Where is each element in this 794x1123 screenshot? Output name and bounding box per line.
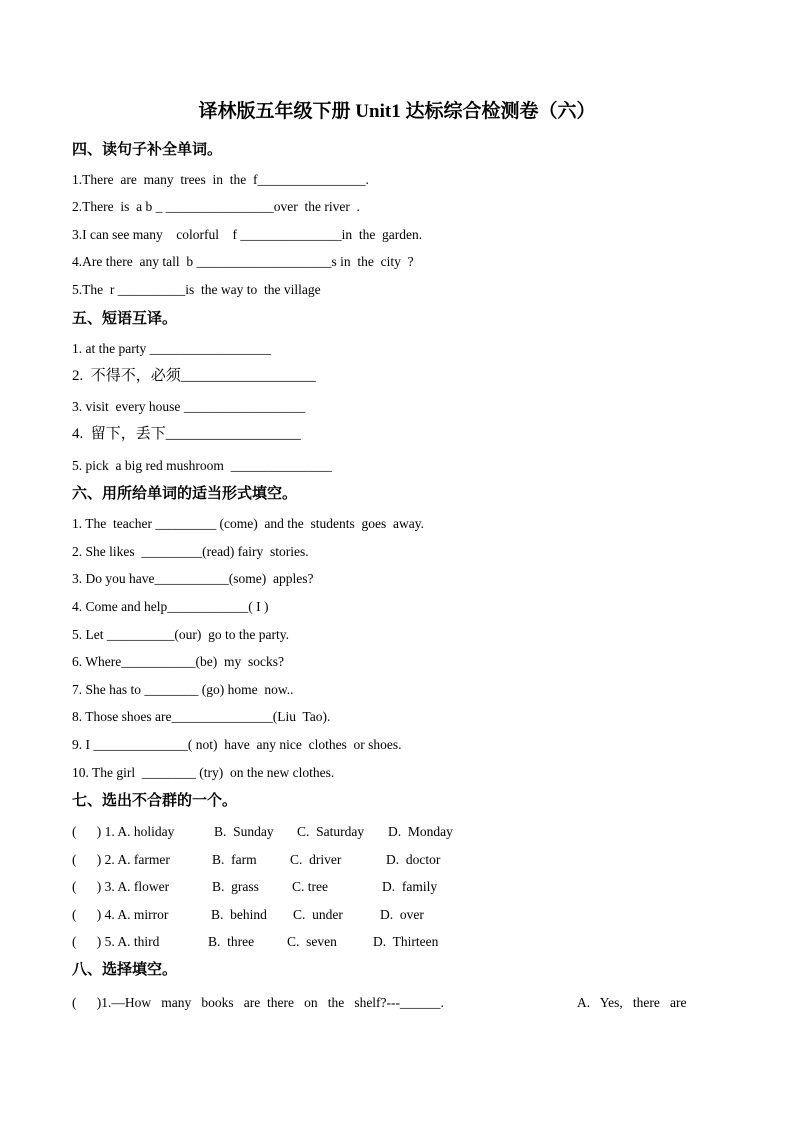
section-8-heading: 八、选择填空。 <box>72 962 178 978</box>
s5-item-1: 1. at the party __________________ <box>72 341 272 356</box>
s6-item-3: 3. Do you have___________(some) apples? <box>72 571 314 586</box>
s7-q1-d: D. Monday <box>388 824 453 839</box>
s4-item-3: 3.I can see many colorful f _______________in the garden. <box>72 227 423 242</box>
s7-q5-d: D. Thirteen <box>373 934 439 949</box>
s5-item-2: 2. 不得不，必须__________________ <box>72 368 316 384</box>
s7-q2-d: D. doctor <box>386 852 441 867</box>
s6-item-1: 1. The teacher _________ (come) and the students goes away. <box>72 516 425 531</box>
s7-q2-c: C. driver <box>290 852 342 867</box>
section-4-heading: 四、读句子补全单词。 <box>72 142 223 158</box>
s7-q5-c: C. seven <box>287 934 337 949</box>
s7-q4-c: C. under <box>293 907 343 922</box>
s7-q5-a: ( ) 5. A. third <box>72 934 160 949</box>
s5-item-3: 3. visit every house __________________ <box>72 399 306 414</box>
s7-q1-c: C. Saturday <box>297 824 365 839</box>
s6-item-8: 8. Those shoes are_______________(Liu Tao). <box>72 709 331 724</box>
s7-q3-c: C. tree <box>292 879 328 894</box>
s7-q3-d: D. family <box>382 879 438 894</box>
section-7-heading: 七、选出不合群的一个。 <box>72 793 238 809</box>
s6-item-10: 10. The girl ________ (try) on the new clothes. <box>72 765 335 780</box>
s7-q5-b: B. three <box>208 934 255 949</box>
s6-item-4: 4. Come and help____________( I ) <box>72 599 269 614</box>
page-title: 译林版五年级下册 Unit1 达标综合检测卷（六） <box>198 101 596 122</box>
s7-q1-b: B. Sunday <box>214 824 274 839</box>
s6-item-7: 7. She has to ________ (go) home now.. <box>72 682 294 697</box>
s7-q3-b: B. grass <box>212 879 259 894</box>
s7-q2-b: B. farm <box>212 852 257 867</box>
s7-q4-d: D. over <box>380 907 424 922</box>
s7-q1-a: ( ) 1. A. holiday <box>72 824 175 839</box>
s8-q1-option-a: A. Yes, there are <box>577 995 687 1010</box>
section-6-heading: 六、用所给单词的适当形式填空。 <box>72 486 298 502</box>
s8-q1: ( )1.—How many books are there on the shelf?---______. <box>72 995 444 1010</box>
s4-item-2: 2.There is a b _ ________________over the river . <box>72 199 360 214</box>
s6-item-2: 2. She likes _________(read) fairy stories. <box>72 544 309 559</box>
s5-item-4: 4. 留下，丢下__________________ <box>72 426 301 442</box>
s6-item-9: 9. I ______________( not) have any nice clothes or shoes. <box>72 737 402 752</box>
s4-item-5: 5.The r __________is the way to the village <box>72 282 321 297</box>
s7-q2-a: ( ) 2. A. farmer <box>72 852 170 867</box>
s4-item-4: 4.Are there any tall b ____________________s in the city ? <box>72 254 414 269</box>
s5-item-5: 5. pick a big red mushroom _______________ <box>72 458 332 473</box>
s7-q4-b: B. behind <box>211 907 267 922</box>
s6-item-5: 5. Let __________(our) go to the party. <box>72 627 289 642</box>
s7-q4-a: ( ) 4. A. mirror <box>72 907 169 922</box>
s6-item-6: 6. Where___________(be) my socks? <box>72 654 284 669</box>
section-5-heading: 五、短语互译。 <box>72 311 178 327</box>
s4-item-1: 1.There are many trees in the f________________. <box>72 172 369 187</box>
s7-q3-a: ( ) 3. A. flower <box>72 879 170 894</box>
